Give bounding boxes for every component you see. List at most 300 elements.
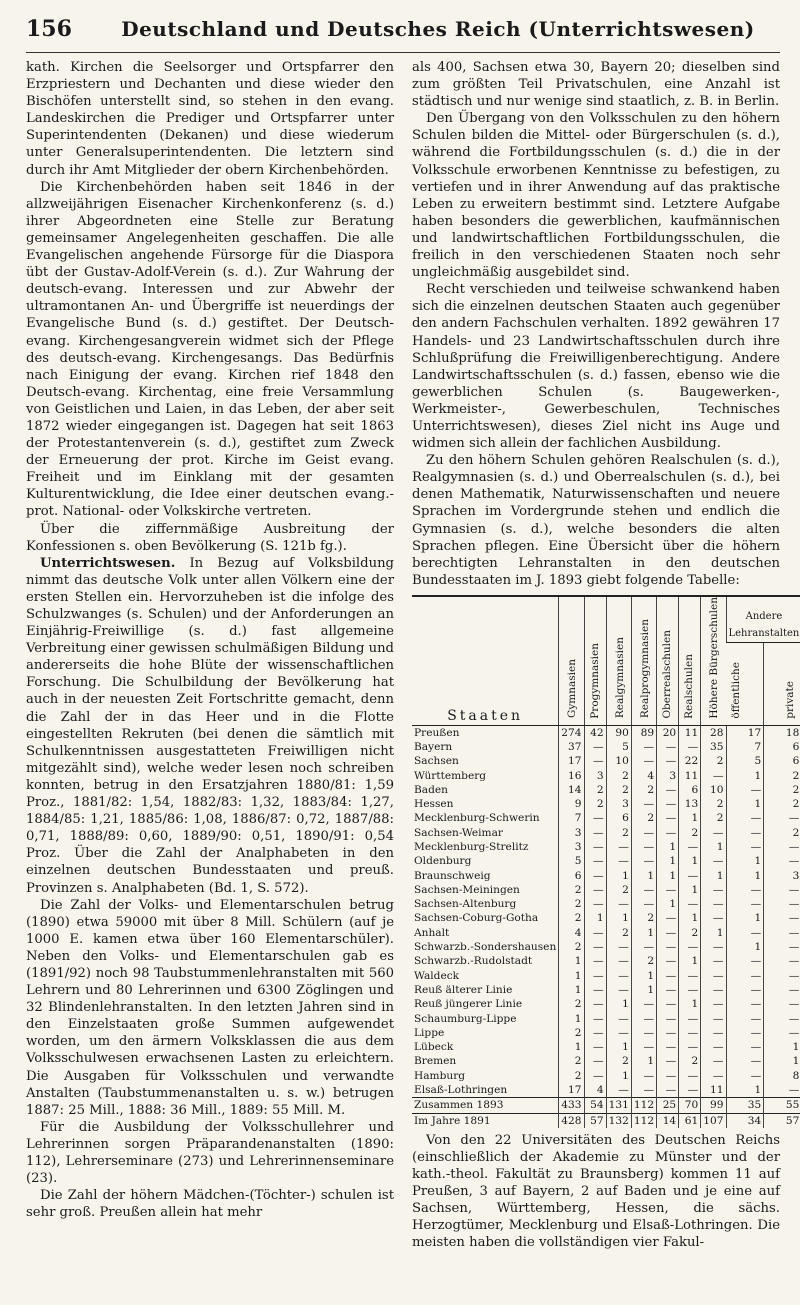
state-name: Mecklenburg-Schwerin (414, 812, 540, 825)
table-cell: — (764, 840, 800, 854)
table-cell: 99 (701, 1098, 726, 1113)
table-cell: — (584, 969, 606, 983)
table-cell: 2 (631, 811, 656, 825)
table-cell: — (584, 940, 606, 954)
table-row (412, 1069, 800, 1083)
table-cell: — (679, 1012, 701, 1026)
state-name: Zusammen 1893 (412, 1098, 559, 1113)
table-cell: — (657, 883, 679, 897)
table-cell: — (657, 997, 679, 1011)
table-cell: — (606, 940, 631, 954)
table-cell: — (679, 1083, 701, 1098)
table-cell: 17 (559, 754, 584, 768)
table-cell: — (679, 840, 701, 854)
table-cell: — (679, 869, 701, 883)
table-cell: 11 (679, 769, 701, 783)
table-cell: 1 (679, 997, 701, 1011)
table-cell: — (726, 840, 764, 854)
state-name: Reuß älterer Linie (414, 983, 513, 996)
table-cell: — (679, 1040, 701, 1054)
state-name: Hamburg (414, 1069, 466, 1082)
section-heading: Unterrichtswesen. (40, 555, 176, 571)
table-cell: 1 (726, 869, 764, 883)
table-cell: — (701, 826, 726, 840)
table-cell: 1 (701, 926, 726, 940)
state-name: Schwarzb.-Sondershausen (414, 941, 557, 954)
table-cell: 1 (726, 1083, 764, 1098)
table-cell: — (726, 926, 764, 940)
table-cell: — (701, 1069, 726, 1083)
table-cell: — (701, 769, 726, 783)
table-cell: 107 (701, 1113, 726, 1128)
state-name: Waldeck (414, 969, 460, 982)
table-cell: 3 (559, 826, 584, 840)
table-cell: — (726, 826, 764, 840)
table-cell: — (764, 811, 800, 825)
table-cell: 6 (764, 754, 800, 768)
table-cell: — (764, 883, 800, 897)
table-row (412, 754, 800, 768)
table-cell: — (584, 926, 606, 940)
table-cell: 2 (631, 911, 656, 925)
table-cell: 112 (631, 1113, 656, 1128)
table-cell: 2 (559, 940, 584, 954)
table-cell: 2 (584, 797, 606, 811)
table-cell: 131 (606, 1098, 631, 1113)
state-name: Schwarzb.-Rudolstadt (414, 955, 533, 968)
table-cell: 7 (559, 811, 584, 825)
table-cell: — (701, 897, 726, 911)
table-cell: — (764, 954, 800, 968)
table-cell: 2 (679, 826, 701, 840)
table-cell: 5 (559, 854, 584, 868)
table-cell: — (584, 826, 606, 840)
table-cell: 2 (764, 783, 800, 797)
table-cell: 17 (559, 1083, 584, 1098)
table-cell: 2 (559, 1054, 584, 1068)
table-cell: — (701, 883, 726, 897)
table-cell: 1 (679, 854, 701, 868)
table-cell: 1 (679, 954, 701, 968)
table-cell: — (657, 783, 679, 797)
table-cell: — (764, 940, 800, 954)
table-cell: 1 (726, 797, 764, 811)
table-cell: 1 (606, 1040, 631, 1054)
table-row (412, 954, 800, 968)
table-cell: 7 (726, 740, 764, 754)
table-cell: 2 (606, 826, 631, 840)
table-cell: — (606, 1083, 631, 1098)
table-cell: 89 (631, 725, 656, 740)
table-cell: 1 (726, 940, 764, 954)
table-row (412, 797, 800, 811)
table-cell: — (726, 969, 764, 983)
table-cell: 1 (679, 883, 701, 897)
table-cell: — (679, 1069, 701, 1083)
paragraph: Die Zahl der höhern Mädchen-(Töchter-) schulen ist sehr groß. Preußen allein hat mehr (26, 1188, 394, 1221)
table-cell: 55 (764, 1098, 800, 1113)
table-cell: 2 (606, 783, 631, 797)
table-cell: 1 (631, 869, 656, 883)
table-cell: — (726, 1012, 764, 1026)
table-cell: — (631, 840, 656, 854)
col-header: Gymnasien (559, 596, 584, 725)
table-cell: 6 (606, 811, 631, 825)
table-cell: — (701, 997, 726, 1011)
table-cell: 1 (657, 897, 679, 911)
table-cell: 11 (679, 725, 701, 740)
table-cell: — (726, 883, 764, 897)
columns (26, 59, 800, 1252)
table-cell: 1 (606, 869, 631, 883)
state-name: Baden (414, 783, 448, 796)
schools-table (412, 595, 800, 1128)
table-row (412, 811, 800, 825)
table-cell: — (584, 983, 606, 997)
table-cell: — (701, 854, 726, 868)
table-cell: — (764, 897, 800, 911)
table-cell: — (764, 1083, 800, 1098)
table-cell: — (679, 1026, 701, 1040)
table-cell: 2 (764, 826, 800, 840)
table-row (412, 997, 800, 1011)
table-row (412, 840, 800, 854)
table-row (412, 940, 800, 954)
table-cell: 2 (559, 911, 584, 925)
col-header: Realprogymnasien (631, 596, 656, 725)
paragraph: Die Kirchenbehörden haben seit 1846 in der allzweijährigen Eisenacher Kirchenkonferenz (s. d.) ihrer Abgeordneten eine Stelle zur Beratung gemeinsamer Angelegenheiten geschaffen. Die alle Evangelischen angehende Fürsorge für die Diaspora übt der Gustav-Adolf-Verein (s. d.). Zur Wahrung der deutsch-evang. Interessen und zur Abwehr der ultramontanen An- und Übergriffe ist neuerdings der Evangelische Bund (s. d.) gestiftet. Der Deutsch-evang. Kirchengesangverein widmet sich der Pflege des deutsch-evang. Kirchengesangs. Das Bedürfnis nach Einigung der evang. Kirchen rief 1848 den Deutsch-evang. Kirchentag, eine freie Versammlung von Geistlichen und Laien, in das Leben, der aber seit 1872 wieder eingegangen ist. Dagegen hat seit 1863 der Protestantenverein (s. d.), gestiftet zum Zweck der Erneuerung der prot. Kirche im Geist evang. Freiheit und im Einklang mit der gesamten Kulturentwicklung, die Idee einer deutschen evang.-prot. National- oder Volkskirche vertreten. (26, 179, 394, 520)
table-cell: — (584, 854, 606, 868)
table-cell: 11 (701, 1083, 726, 1098)
table-cell: 42 (584, 725, 606, 740)
table-cell: — (701, 1040, 726, 1054)
table-cell: 28 (701, 725, 726, 740)
table-cell: — (764, 1012, 800, 1026)
state-name: Braunschweig (414, 869, 491, 882)
table-cell: — (701, 983, 726, 997)
table-cell: — (764, 911, 800, 925)
table-row (412, 983, 800, 997)
table-cell: — (657, 926, 679, 940)
table-cell: 34 (726, 1113, 764, 1128)
table-cell: — (701, 1054, 726, 1068)
table-cell: 35 (726, 1098, 764, 1113)
state-name: Württemberg (414, 769, 487, 782)
table-cell: — (764, 1026, 800, 1040)
table-cell: — (584, 869, 606, 883)
table-cell: 4 (584, 1083, 606, 1098)
table-cell: 1 (559, 969, 584, 983)
table-cell: — (606, 854, 631, 868)
table-cell: 61 (679, 1113, 701, 1128)
table-cell: — (584, 1040, 606, 1054)
state-name: Hessen (414, 798, 454, 811)
table-cell: — (657, 826, 679, 840)
left-column (26, 59, 394, 1252)
table-cell: — (726, 997, 764, 1011)
table-cell: 54 (584, 1098, 606, 1113)
table-row (412, 911, 800, 925)
table-cell: 1 (606, 997, 631, 1011)
table-cell: 2 (559, 1069, 584, 1083)
table-cell: 1 (764, 1054, 800, 1068)
table-cell: 6 (764, 740, 800, 754)
table-cell: — (606, 983, 631, 997)
table-cell: 1 (657, 869, 679, 883)
table-cell: — (764, 969, 800, 983)
page-header (26, 16, 780, 53)
paragraph-text: In Bezug auf Volksbildung nimmt das deutsche Volk unter allen Völkern eine der ersten Stellen ein. Hervorzuheben ist die infolge des Schulzwanges (s. Schulen) und der Anforderungen an Einjährig-Freiwillige (s. d.) fast allgemeine Verbreitung einer gewissen schulmäßigen Bildung und andererseits die hohe Blüte der wissenschaftlichen Forschung. Die Schulbildung der Bevölkerung hat auch in der neuesten Zeit Fortschritte gemacht, denn die Zahl der in das Heer und in die Flotte eingestellten Rekruten (bei denen die sämtlich mit Schulkenntnissen ausgestatteten Freiwilligen nicht mitgezählt sind), welche weder lesen noch schreiben konnten, betrug in den Ersatzjahren 1880/81: 1,59 Proz., 1881/82: 1,54, 1882/83: 1,32, 1883/84: 1,27, 1884/85: 1,21, 1885/86: 1,08, 1886/87: 0,72, 1887/88: 0,71, 1888/89: 0,60, 1889/90: 0,51, 1890/91: 0,54 Proz. Über die Zahl der Analphabeten in den einzelnen deutschen Bundesstaaten und preuß. Provinzen s. Analphabeten (Bd. 1, S. 572). (26, 555, 394, 896)
table-cell: 2 (679, 926, 701, 940)
table-cell: — (679, 740, 701, 754)
table-cell: 2 (606, 769, 631, 783)
table-cell: 13 (679, 797, 701, 811)
state-name: Bremen (414, 1055, 457, 1068)
table-cell: 1 (657, 854, 679, 868)
table-cell: 37 (559, 740, 584, 754)
table-row (412, 1083, 800, 1098)
table-cell: — (726, 811, 764, 825)
table-cell: 6 (679, 783, 701, 797)
table-cell: — (631, 997, 656, 1011)
table-cell: — (631, 897, 656, 911)
state-name: Anhalt (414, 926, 450, 939)
state-name: Preußen (414, 726, 460, 739)
table-cell: — (584, 1026, 606, 1040)
table-cell: 1 (606, 911, 631, 925)
table-cell: 4 (559, 926, 584, 940)
state-name: Im Jahre 1891 (412, 1113, 559, 1128)
right-column (412, 59, 800, 1252)
table-cell: 2 (631, 783, 656, 797)
paragraph-unterrichtswesen (26, 555, 394, 897)
table-cell: 1 (559, 983, 584, 997)
table-row (412, 725, 800, 740)
table-cell: 57 (584, 1113, 606, 1128)
table-cell: — (679, 897, 701, 911)
table-cell: 10 (701, 783, 726, 797)
table-cell: — (584, 840, 606, 854)
table-cell: — (631, 883, 656, 897)
table-cell: 22 (679, 754, 701, 768)
table-cell: — (701, 1026, 726, 1040)
table-row (412, 1026, 800, 1040)
table-cell: — (631, 740, 656, 754)
paragraph: als 400, Sachsen etwa 30, Bayern 20; dieselben sind zum größten Teil Privatschulen, eine Anzahl ist städtisch und nur wenige sind staatlich, z. B. in Berlin. (412, 60, 780, 110)
table-cell: 9 (559, 797, 584, 811)
table-cell: 132 (606, 1113, 631, 1128)
table-cell: — (606, 840, 631, 854)
table-cell: — (657, 1054, 679, 1068)
table-cell: — (657, 1026, 679, 1040)
paragraph: Für die Ausbildung der Volksschullehrer und Lehrerinnen sorgen Präparandenanstalten (1890: 112), Lehrerseminare (273) und Lehrerinnenseminare (23). (26, 1119, 394, 1187)
table-cell: 2 (764, 769, 800, 783)
table-cell: 1 (631, 983, 656, 997)
table-cell: — (631, 1083, 656, 1098)
table-cell: 2 (701, 754, 726, 768)
table-cell: 2 (606, 883, 631, 897)
table-cell: — (631, 797, 656, 811)
table-cell: — (764, 854, 800, 868)
page-title: Deutschland und Deutsches Reich (Unterrichtswesen) (121, 17, 755, 41)
table-row (412, 826, 800, 840)
table-cell: — (701, 969, 726, 983)
col-header: Höhere Bürgerschulen (701, 596, 726, 725)
table-cell: 3 (764, 869, 800, 883)
table-cell: — (679, 940, 701, 954)
table-cell: 20 (657, 725, 679, 740)
table-cell: — (631, 1040, 656, 1054)
state-name: Reuß jüngerer Linie (414, 998, 523, 1011)
col-header: Oberrealschulen (657, 596, 679, 725)
table-cell: 17 (726, 725, 764, 740)
state-name: Sachsen-Weimar (414, 826, 503, 839)
table-cell: 1 (679, 911, 701, 925)
table-row (412, 1040, 800, 1054)
table-cell: 14 (657, 1113, 679, 1128)
col-header: Realgymnasien (606, 596, 631, 725)
table-cell: 5 (726, 754, 764, 768)
state-name: Sachsen-Coburg-Gotha (414, 912, 539, 925)
table-cell: — (764, 997, 800, 1011)
table-cell: — (631, 1012, 656, 1026)
table-cell: — (631, 940, 656, 954)
table-row (412, 1054, 800, 1068)
table-cell: 4 (631, 769, 656, 783)
table-cell: — (584, 754, 606, 768)
table-cell: 428 (559, 1113, 584, 1128)
table-row (412, 854, 800, 868)
table-cell: — (584, 811, 606, 825)
table-cell: — (631, 1069, 656, 1083)
paragraph: kath. Kirchen die Seelsorger und Ortspfarrer den Erzpriestern und Dechanten und diese wieder den Bischöfen unterstellt sind, so stehen in den evang. Landeskirchen die Prediger und Ortspfarrer unter Superintendenten (Dekanen) und diese wiederum unter Generalsuperintendenten. Die letztern sind durch ihr Amt Mitglieder der obern Kirchenbehörden. (26, 60, 394, 178)
table-row (412, 926, 800, 940)
table-cell: — (679, 983, 701, 997)
table-cell: — (584, 883, 606, 897)
paragraph: Von den 22 Universitäten des Deutschen Reichs (einschließlich der Akademie zu Münster und der kath.-theol. Fakultät zu Braunsberg) kommen 11 auf Preußen, 3 auf Bayern, 2 auf Baden und je eine auf Sachsen, Württemberg, Hessen, die sächs. Herzogtümer, Mecklenburg und Elsaß-Lothringen. Die meisten haben die vollständigen vier Fakul- (412, 1132, 780, 1251)
table-cell: 3 (606, 797, 631, 811)
table-cell: — (701, 954, 726, 968)
table-row (412, 869, 800, 883)
table-cell: — (631, 854, 656, 868)
table-cell: — (764, 926, 800, 940)
staaten-header: Staaten (412, 596, 559, 725)
table-cell: 2 (701, 811, 726, 825)
table-row (412, 740, 800, 754)
table-cell: — (606, 897, 631, 911)
table-cell: — (726, 783, 764, 797)
table-cell: 2 (559, 883, 584, 897)
table-cell: 2 (584, 783, 606, 797)
table-cell: 433 (559, 1098, 584, 1113)
table-cell: 1 (726, 854, 764, 868)
table-cell: 1 (631, 1054, 656, 1068)
table-cell: 2 (559, 1026, 584, 1040)
state-name: Elsaß-Lothringen (414, 1084, 508, 1097)
table-cell: 25 (657, 1098, 679, 1113)
paragraph: Die Zahl der Volks- und Elementarschulen betrug (1890) etwa 59000 mit über 8 Mill. Schülern (auf je 1000 E. kamen etwa über 160 Elementarschüler). Neben den Volks- und Elementarschulen gab es (1891/92) noch 98 Taubstummenlehranstalten mit 560 Lehrern und 80 Lehrerinnen und 6300 Zöglingen und 32 Blindenlehranstalten. In den letzten Jahren sind in den Einzelstaaten große Summen aufgewendet worden, um den ärmern Volksklassen die aus dem Volksschulwesen erwachsenen Lasten zu erleichtern. Die Ausgaben für Volksschulen und verwandte Anstalten (Taubstummenanstalten u. s. w.) betrugen 1887: 25 Mill., 1888: 36 Mill., 1889: 55 Mill. M. (26, 897, 394, 1118)
table-cell: — (701, 911, 726, 925)
table-cell: — (657, 983, 679, 997)
table-cell: — (726, 983, 764, 997)
col-header: Progymnasien (584, 596, 606, 725)
table-cell: — (657, 911, 679, 925)
table-cell: 1 (764, 1040, 800, 1054)
paragraph: Recht verschieden und teilweise schwankend haben sich die einzelnen deutschen Staaten auch gegenüber den andern Fachschulen verhalten. 1892 gewähren 17 Handels- und 23 Landwirtschaftsschulen durch ihre Schlußprüfung die Freiwilligenberechtigung. Andere Landwirtschaftsschulen (s. d.) fassen, ebenso wie die gewerblichen Schulen (s. Baugewerken-, Werkmeister-, Gewerbeschulen, Technisches Unterrichtswesen), dieses Ziel nicht ins Auge und widmen sich allein der fachlichen Ausbildung. (412, 282, 780, 452)
page (26, 16, 800, 1252)
table-cell: 2 (701, 797, 726, 811)
table-cell: 8 (764, 1069, 800, 1083)
table-cell: 1 (584, 911, 606, 925)
table-row (412, 897, 800, 911)
table-cell: — (701, 940, 726, 954)
table-cell: — (726, 1040, 764, 1054)
table-cell: 1 (726, 769, 764, 783)
state-name: Mecklenburg-Strelitz (414, 840, 529, 853)
table-cell: — (584, 1069, 606, 1083)
table-cell: 2 (631, 954, 656, 968)
page-number: 156 (26, 16, 72, 42)
table-cell: 90 (606, 725, 631, 740)
table-cell: — (584, 897, 606, 911)
table-cell: — (657, 1012, 679, 1026)
table-row (412, 969, 800, 983)
table-cell: — (657, 940, 679, 954)
table-cell: — (606, 954, 631, 968)
col-header: Realschulen (679, 596, 701, 725)
table-cell: 2 (764, 797, 800, 811)
table-cell: — (726, 1026, 764, 1040)
table-cell: — (726, 1054, 764, 1068)
paragraph: Über die ziffernmäßige Ausbreitung der Konfessionen s. oben Bevölkerung (S. 121b fg.). (26, 521, 394, 554)
table-cell: — (657, 811, 679, 825)
table-cell: 1 (559, 954, 584, 968)
col-header: öffentliche (726, 642, 764, 725)
table-cell: — (584, 1012, 606, 1026)
table-cell: 1 (559, 1012, 584, 1026)
table-cell: — (726, 897, 764, 911)
table-row (412, 1012, 800, 1026)
table-cell: — (657, 1040, 679, 1054)
table-cell: 70 (679, 1098, 701, 1113)
table-row (412, 1098, 800, 1113)
table-cell: 35 (701, 740, 726, 754)
table-cell: 3 (559, 840, 584, 854)
table-cell: 16 (559, 769, 584, 783)
table-cell: 6 (559, 869, 584, 883)
table-cell: 1 (559, 1040, 584, 1054)
table-cell: — (657, 754, 679, 768)
table-cell: — (606, 1012, 631, 1026)
table-cell: — (679, 969, 701, 983)
table-cell: — (701, 1012, 726, 1026)
state-name: Lippe (414, 1026, 445, 1039)
table-cell: 57 (764, 1113, 800, 1128)
table-row (412, 1113, 800, 1128)
table-cell: — (631, 754, 656, 768)
table-cell: — (606, 1026, 631, 1040)
table-cell: 2 (559, 997, 584, 1011)
state-name: Schaumburg-Lippe (414, 1012, 517, 1025)
table-cell: — (657, 740, 679, 754)
table-cell: 2 (606, 926, 631, 940)
col-header: private (764, 642, 800, 725)
paragraph: Zu den höhern Schulen gehören Realschulen (s. d.), Realgymnasien (s. d.) und Oberrealschulen (s. d.), bei denen Mathematik, Naturwissenschaften und neuere Sprachen im Vordergrunde stehen und endlich die Gymnasien (s. d.), welche besonders die alten Sprachen pflegen. Eine Übersicht über die höhern berechtigten Lehranstalten in den deutschen Bundesstaaten im J. 1893 giebt folgende Tabelle: (412, 453, 780, 588)
table-cell: — (584, 997, 606, 1011)
table-cell: — (631, 826, 656, 840)
table-cell: 5 (606, 740, 631, 754)
table-cell: 1 (701, 869, 726, 883)
